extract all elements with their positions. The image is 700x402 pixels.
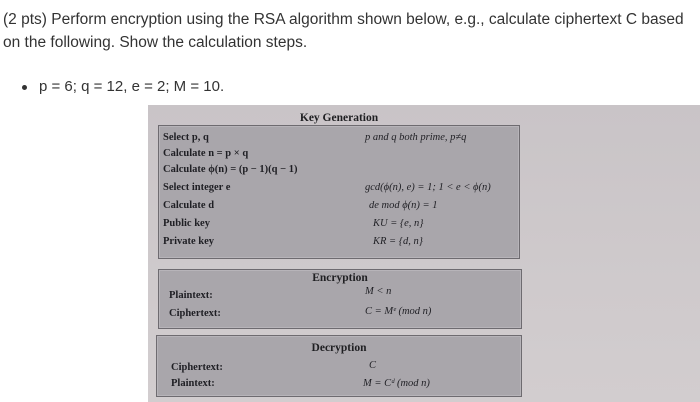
decryption-box bbox=[156, 335, 522, 397]
keygen-row-label: Public key bbox=[163, 218, 210, 229]
keygen-row-label: Private key bbox=[163, 236, 215, 247]
encryption-box bbox=[158, 269, 522, 329]
keygen-row-label: Calculate ϕ(n) = (p − 1)(q − 1) bbox=[163, 164, 298, 175]
encryption-row-label: Plaintext: bbox=[169, 290, 213, 301]
decryption-row-value: M = Cᵈ (mod n) bbox=[363, 378, 430, 389]
keygen-row-label: Select integer e bbox=[163, 182, 231, 193]
given-values bbox=[22, 78, 224, 95]
keygen-row-value: de mod ϕ(n) = 1 bbox=[369, 200, 438, 211]
encryption-title: Encryption bbox=[312, 272, 368, 284]
keygen-row-value: KU = {e, n} bbox=[373, 218, 424, 229]
encryption-row-value: C = Mᵉ (mod n) bbox=[365, 306, 432, 317]
rsa-algorithm-photo bbox=[148, 105, 700, 402]
keygen-row-label: Select p, q bbox=[163, 132, 209, 143]
keygen-row-label: Calculate d bbox=[163, 200, 215, 211]
keygen-row-value: KR = {d, n} bbox=[373, 236, 423, 247]
question-text: (2 pts) Perform encryption using the RSA algorithm shown below, e.g., calculate ciphertext C based on the following. Show the calculation steps. bbox=[3, 11, 684, 51]
decryption-row-value: C bbox=[369, 360, 377, 371]
keygen-row-value: gcd(ϕ(n), e) = 1; 1 < e < ϕ(n) bbox=[365, 182, 491, 193]
decryption-row-label: Ciphertext: bbox=[171, 362, 223, 373]
key-generation-title: Key Generation bbox=[299, 112, 379, 124]
keygen-row-label: Calculate n = p × q bbox=[163, 148, 249, 159]
decryption-row-label: Plaintext: bbox=[171, 378, 215, 389]
encryption-row-label: Ciphertext: bbox=[169, 308, 221, 319]
decryption-title: Decryption bbox=[311, 342, 367, 354]
keygen-row-value: p and q both prime, p≠q bbox=[365, 132, 467, 143]
bullet-icon bbox=[22, 85, 27, 90]
key-generation-box bbox=[158, 112, 520, 259]
given-values-text: p = 6; q = 12, e = 2; M = 10. bbox=[39, 78, 225, 95]
encryption-row-value: M < n bbox=[365, 286, 392, 297]
